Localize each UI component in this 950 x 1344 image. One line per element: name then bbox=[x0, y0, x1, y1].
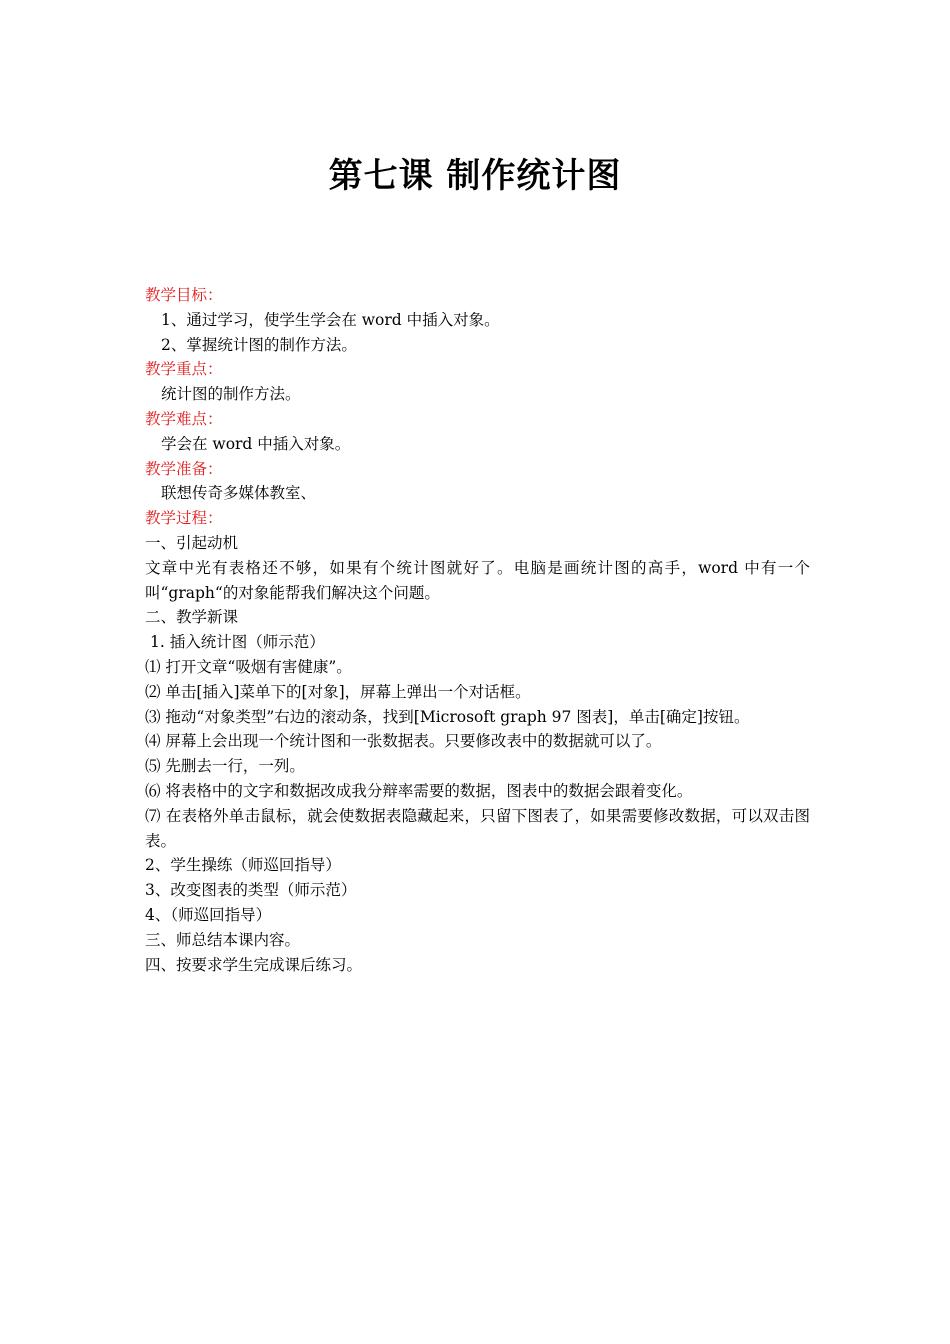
text-line: 三、师总结本课内容。 bbox=[145, 930, 301, 949]
text-line: 学会在 word 中插入对象。 bbox=[161, 434, 351, 453]
text-line: 文章中光有表格还不够，如果有个统计图就好了。电脑是画统计图的高手，word 中有一个叫“graph“的对象能帮我们解决这个问题。 bbox=[145, 558, 810, 602]
text-line: ⑹ 将表格中的文字和数据改成我分辩率需要的数据，图表中的数据会跟着变化。 bbox=[145, 781, 693, 800]
text-line: ⑷ 屏幕上会出现一个统计图和一张数据表。只要修改表中的数据就可以了。 bbox=[145, 732, 662, 751]
section-heading: 教学准备： bbox=[145, 459, 223, 478]
text-line: 3、改变图表的类型（师示范） bbox=[145, 881, 357, 900]
text-line: 一、引起动机 bbox=[145, 533, 239, 552]
section-heading: 教学重点： bbox=[145, 360, 223, 379]
text-line: 2、学生操练（师巡回指导） bbox=[145, 856, 341, 875]
text-line: ⑵ 单击[插入]菜单下的[对象]，屏幕上弹出一个对话框。 bbox=[145, 682, 531, 701]
text-line: ⑸ 先删去一行，一列。 bbox=[145, 757, 305, 776]
document-body bbox=[145, 283, 810, 977]
text-line: 四、按要求学生完成课后练习。 bbox=[145, 955, 363, 974]
text-line: ⑶ 拖动“对象类型”右边的滚动条，找到[Microsoft graph 97 图表]，单击[确定]按钮。 bbox=[145, 707, 750, 726]
section-heading: 教学难点： bbox=[145, 409, 223, 428]
text-line: ⑺ 在表格外单击鼠标，就会使数据表隐藏起来，只留下图表了，如果需要修改数据，可以双击图表。 bbox=[145, 806, 810, 850]
text-line: 联想传奇多媒体教室、 bbox=[161, 484, 317, 503]
text-line: 4、（师巡回指导） bbox=[145, 905, 272, 924]
page-title: 第七课 制作统计图 bbox=[328, 156, 622, 196]
text-line: 1、通过学习，使学生学会在 word 中插入对象。 bbox=[161, 310, 500, 329]
text-line: 二、教学新课 bbox=[145, 608, 239, 627]
text-line: 2、掌握统计图的制作方法。 bbox=[161, 335, 357, 354]
section-heading: 教学过程： bbox=[145, 509, 223, 528]
text-line: ⑴ 打开文章“吸烟有害健康”。 bbox=[145, 657, 352, 676]
section-heading: 教学目标： bbox=[145, 286, 223, 304]
text-line: 统计图的制作方法。 bbox=[161, 385, 301, 404]
text-line: 1. 插入统计图（师示范） bbox=[150, 633, 325, 652]
